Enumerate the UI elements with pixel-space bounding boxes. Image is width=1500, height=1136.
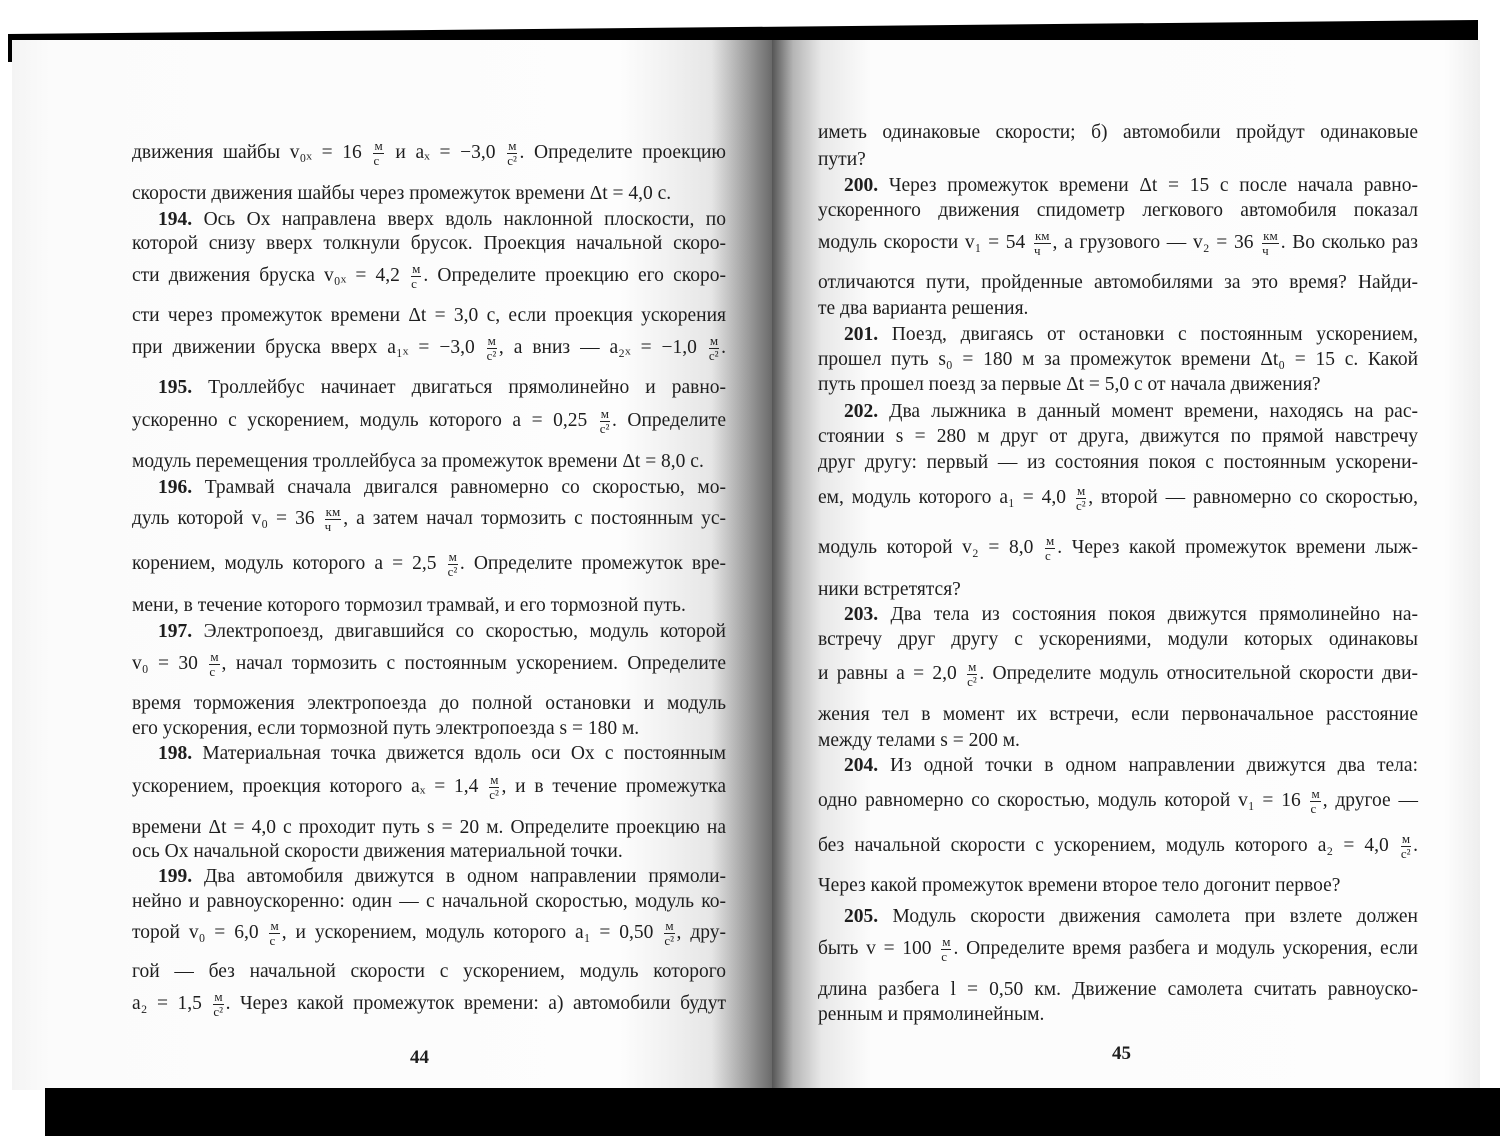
scan-bottom-border (45, 1088, 1500, 1136)
text-line: модуль которой v₂ = 8,0 $\frac{м}{с}$ . Через какой промежуток времени лыж- (818, 533, 1418, 563)
text-line: ники встретятся? (818, 579, 961, 600)
fraction: $\frac{м}{с}$ (269, 918, 279, 948)
text-line: 199. Два автомобиля движутся в одном направлении прямоли- (158, 866, 726, 887)
text-line: жения тел в момент их встречи, если первоначальное расстояние (818, 704, 1418, 725)
text-line: 205. Модуль скорости движения самолета при взлете должен (844, 906, 1418, 927)
text-line: иметь одинаковые скорости; б) автомобили пройдут одинаковые (818, 122, 1418, 143)
problem-number: 203. (844, 604, 879, 625)
text-line: сти через промежуток времени Δt = 3,0 с, если проекция ускорения (132, 305, 726, 326)
fraction: $\frac{м}{\text{с²}}$ (708, 333, 719, 363)
problem-number: 195. (158, 377, 193, 398)
fraction: $\frac{м}{\text{с²}}$ (486, 333, 497, 363)
text-line: времени Δt = 4,0 с проходит путь s = 20 м. Определите проекцию на (132, 817, 726, 838)
text-line: между телами s = 200 м. (818, 730, 1020, 751)
text-line: без начальной скорости с ускорением, модуль которого a₂ = 4,0 $\frac{м}{\text{с²}}$ . (818, 831, 1418, 861)
text-line: торой v₀ = 6,0 $\frac{м}{с}$ , и ускорением, модуль которого a₁ = 0,50 $\frac{м}{\text{с²}}$ , дру- (132, 918, 726, 948)
fraction: $\frac{м}{с}$ (941, 934, 951, 964)
text-line: сти движения бруска v₀ₓ = 4,2 $\frac{м}{с}$ . Определите проекцию его скоро- (132, 261, 726, 291)
text-line: стоянии s = 280 м друг от друга, движутся по прямой навстречу (818, 426, 1418, 447)
text-line: скорости движения шайбы через промежуток времени Δt = 4,0 с. (132, 183, 672, 204)
text-line: быть v = 100 $\frac{м}{с}$ . Определите время разбега и модуль ускорения, если (818, 934, 1418, 964)
fraction: $\frac{м}{\text{с²}}$ (664, 918, 674, 948)
text-line: друг другу: первый — из состояния покоя с постоянным ускорени- (818, 452, 1418, 473)
fraction: $\frac{м}{\text{с²}}$ (599, 406, 610, 436)
text-line: которой снизу вверх толкнули брусок. Проекция начальной скоро- (132, 233, 726, 254)
text-line: время торможения электропоезда до полной остановки и модуль (132, 693, 726, 714)
fraction: $\frac{м}{с}$ (209, 649, 219, 679)
text-line: 194. Ось Ox направлена вверх вдоль наклонной плоскости, по (158, 209, 726, 230)
text-line: гой — без начальной скорости с ускорением, модуль которого (132, 961, 726, 982)
text-line: 200. Через промежуток времени Δt = 15 с после начала равно- (844, 175, 1418, 196)
text-line: пути? (818, 149, 866, 170)
text-line: ускорением, проекция которого aₓ = 1,4 $\frac{м}{\text{с²}}$ , и в течение промежутка (132, 772, 726, 802)
text-line: те два варианта решения. (818, 298, 1029, 319)
problem-number: 204. (844, 755, 879, 776)
problem-number: 194. (158, 209, 193, 230)
text-line: 202. Два лыжника в данный момент времени, находясь на рас- (844, 401, 1418, 422)
fraction: $\frac{км}{ч}$ (1262, 228, 1278, 258)
text-line: ренным и прямолинейным. (818, 1004, 1045, 1025)
text-line: при движении бруска вверх a₁ₓ = −3,0 $\frac{м}{\text{с²}}$ , а вниз — a₂ₓ = −1,0 $\frac{м}{\text{с²}}$ . (132, 333, 726, 363)
problem-number: 205. (844, 906, 879, 927)
text-line: нейно и равноускоренно: один — с начальной скоростью, модуль ко- (132, 891, 726, 912)
text-line: 198. Материальная точка движется вдоль оси Ox с постоянным (158, 743, 726, 764)
fraction: $\frac{м}{с}$ (373, 138, 383, 168)
fraction: $\frac{км}{ч}$ (1033, 228, 1050, 258)
text-line: 201. Поезд, двигаясь от остановки с постоянным ускорением, (844, 324, 1418, 345)
fraction: $\frac{м}{\text{с²}}$ (489, 772, 499, 802)
fraction: $\frac{м}{\text{с²}}$ (1075, 483, 1086, 513)
page-number: 45 (1112, 1043, 1131, 1064)
text-line: a₂ = 1,5 $\frac{м}{\text{с²}}$ . Через какой промежуток времени: а) автомобили будут (132, 989, 726, 1019)
problem-number: 201. (844, 324, 879, 345)
text-line: модуль скорости v₁ = 54 $\frac{км}{ч}$ , а грузового — v₂ = 36 $\frac{км}{ч}$ . Во сколько раз (818, 228, 1419, 258)
text-line: 203. Два тела из состояния покоя движутся прямолинейно на- (844, 604, 1418, 625)
text-line: движения шайбы v₀ₓ = 16 $\frac{м}{с}$ и aₓ = −3,0 $\frac{м}{\text{с²}}$ . Определите проекцию (132, 138, 727, 168)
text-line: встречу друг другу с ускорениями, модули которых одинаковы (818, 629, 1418, 650)
text-line: 196. Трамвай сначала двигался равномерно со скоростью, мо- (158, 477, 726, 498)
fraction: $\frac{км}{ч}$ (324, 504, 341, 534)
text-line: путь прошел поезд за первые Δt = 5,0 с от начала движения? (818, 374, 1321, 395)
fraction: $\frac{м}{\text{с²}}$ (507, 138, 517, 168)
text-line: модуль перемещения троллейбуса за промежуток времени Δt = 8,0 с. (132, 451, 704, 472)
text-line: 204. Из одной точки в одном направлении движутся два тела: (844, 755, 1418, 776)
fraction: $\frac{м}{\text{с²}}$ (967, 659, 977, 689)
right-page (772, 40, 1480, 1090)
text-line: Через какой промежуток времени второе тело догонит первое? (818, 875, 1341, 896)
text-line: одно равномерно со скоростью, модуль которой v₁ = 16 $\frac{м}{с}$ , другое — (818, 786, 1418, 816)
fraction: $\frac{м}{с}$ (1044, 533, 1055, 563)
text-line: 195. Троллейбус начинает двигаться прямолинейно и равно- (158, 377, 726, 398)
text-line: его ускорения, если тормозной путь электропоезда s = 180 м. (132, 718, 640, 739)
problem-number: 198. (158, 743, 193, 764)
text-line: 197. Электропоезд, двигавшийся со скоростью, модуль которой (158, 621, 726, 642)
text-line: ускоренно с ускорением, модуль которого a = 0,25 $\frac{м}{\text{с²}}$ . Определите (132, 406, 726, 436)
text-line: корением, модуль которого a = 2,5 $\frac{м}{\text{с²}}$ . Определите промежуток вре- (132, 549, 726, 579)
fraction: $\frac{м}{с}$ (411, 261, 421, 291)
text-line: v₀ = 30 $\frac{м}{с}$ , начал тормозить с постоянным ускорением. Определите (132, 649, 726, 679)
text-line: ускоренного движения спидометр легкового автомобиля показал (818, 200, 1418, 221)
text-line: и равны a = 2,0 $\frac{м}{\text{с²}}$ . Определите модуль относительной скорости дви- (818, 659, 1418, 689)
problem-number: 196. (158, 477, 193, 498)
text-line: длина разбега l = 0,50 км. Движение самолета считать равноуско- (818, 979, 1418, 1000)
problem-number: 200. (844, 175, 879, 196)
problem-number: 197. (158, 621, 193, 642)
text-line: прошел путь s₀ = 180 м за промежуток времени Δt₀ = 15 с. Какой (818, 349, 1418, 370)
fraction: $\frac{м}{\text{с²}}$ (213, 989, 224, 1019)
text-line: дуль которой v₀ = 36 $\frac{км}{ч}$ , а затем начал тормозить с постоянным ус- (132, 504, 726, 534)
text-line: ось Ox начальной скорости движения материальной точки. (132, 841, 623, 862)
left-page (12, 40, 772, 1090)
problem-number: 199. (158, 866, 193, 887)
page-number: 44 (410, 1047, 429, 1068)
fraction: $\frac{м}{с}$ (1310, 786, 1320, 816)
text-line: мени, в течение которого тормозил трамвай, и его тормозной путь. (132, 595, 686, 616)
fraction: $\frac{м}{\text{с²}}$ (1400, 831, 1411, 861)
text-line: ем, модуль которого a₁ = 4,0 $\frac{м}{\text{с²}}$ , второй — равномерно со скоростью, (818, 483, 1418, 513)
text-line: отличаются пути, пройденные автомобилями за это время? Найди- (818, 272, 1418, 293)
problem-number: 202. (844, 401, 879, 422)
fraction: $\frac{м}{\text{с²}}$ (447, 549, 458, 579)
